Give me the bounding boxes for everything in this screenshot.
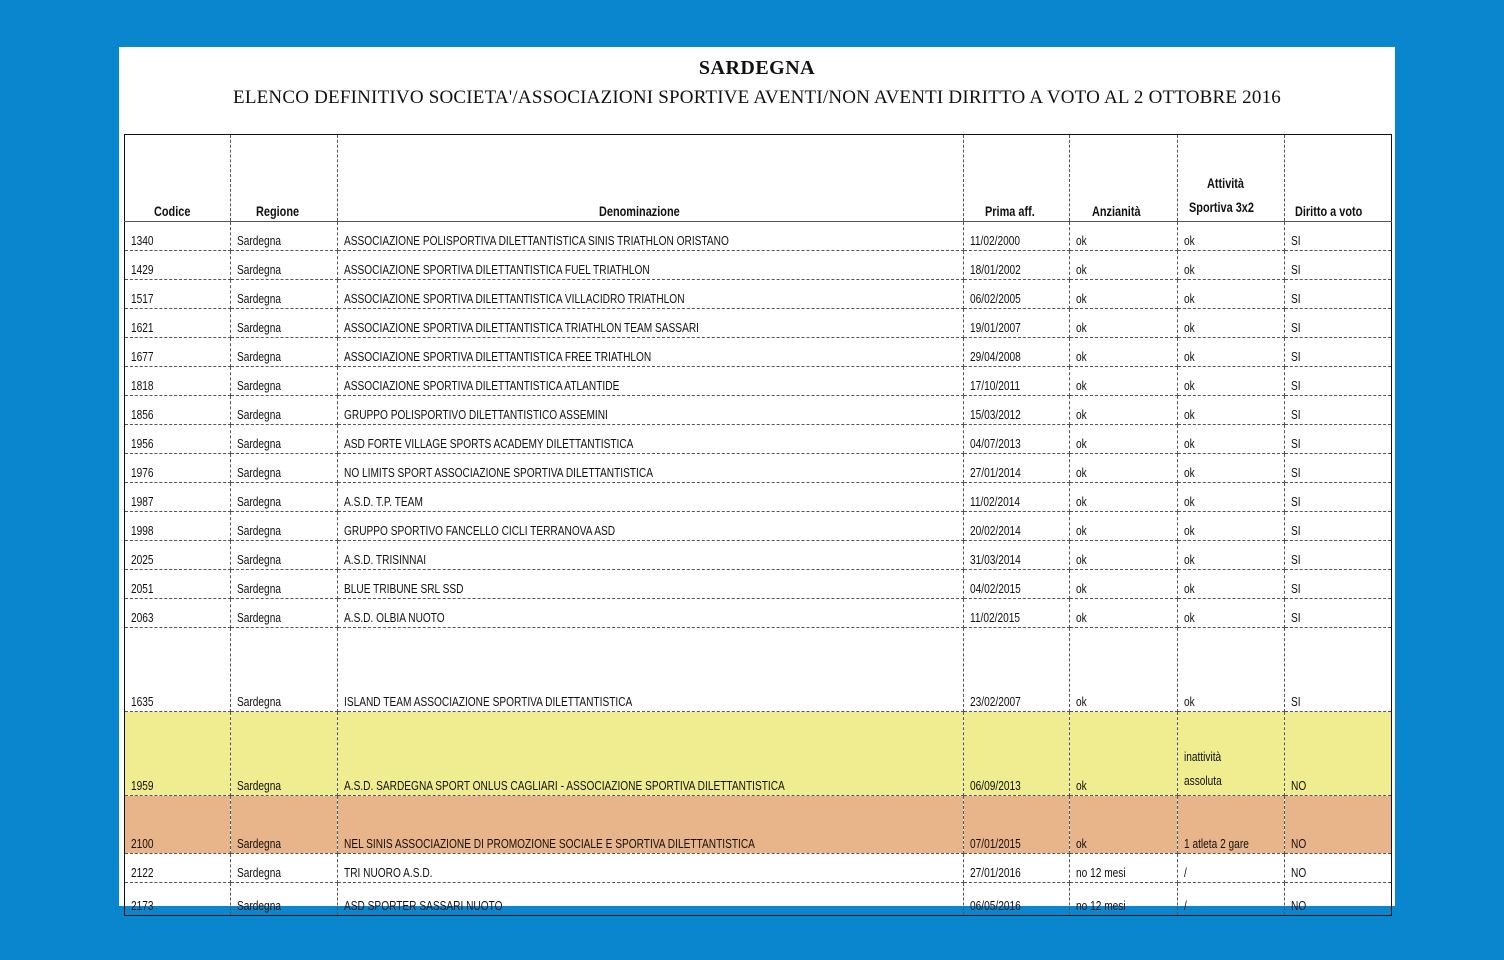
cell-codice: 2173 xyxy=(125,883,231,916)
cell-codice: 1621 xyxy=(125,309,231,338)
cell-denominazione: A.S.D. T.P. TEAM xyxy=(338,483,964,512)
cell-prima-aff: 06/02/2005 xyxy=(964,280,1070,309)
cell-denominazione: ASSOCIAZIONE SPORTIVA DILETTANTISTICA FUEL TRIATHLON xyxy=(338,251,964,280)
cell-anzianita: ok xyxy=(1070,454,1178,483)
cell-prima-aff: 11/02/2015 xyxy=(964,599,1070,628)
cell-codice: 1959 xyxy=(125,712,231,796)
cell-attivita: ok xyxy=(1178,309,1285,338)
cell-regione: Sardegna xyxy=(231,396,338,425)
cell-attivita: ok xyxy=(1178,570,1285,599)
table-row xyxy=(125,280,1392,309)
cell-denominazione: NEL SINIS ASSOCIAZIONE DI PROMOZIONE SOCIALE E SPORTIVA DILETTANTISTICA xyxy=(338,796,964,854)
cell-diritto: NO xyxy=(1285,712,1392,796)
header-attivita: Attività Sportiva 3x2 xyxy=(1178,135,1285,222)
cell-attivita: / xyxy=(1178,883,1285,916)
document-sheet xyxy=(119,47,1395,913)
header-denominazione: Denominazione xyxy=(338,135,964,222)
cell-anzianita: ok xyxy=(1070,570,1178,599)
cell-anzianita: ok xyxy=(1070,280,1178,309)
cell-anzianita: ok xyxy=(1070,425,1178,454)
cell-regione: Sardegna xyxy=(231,512,338,541)
cell-codice: 1429 xyxy=(125,251,231,280)
cell-codice: 1856 xyxy=(125,396,231,425)
table-header-row xyxy=(125,135,1392,222)
cell-codice: 2051 xyxy=(125,570,231,599)
cell-regione: Sardegna xyxy=(231,309,338,338)
cell-anzianita: ok xyxy=(1070,512,1178,541)
cell-regione: Sardegna xyxy=(231,883,338,916)
cell-regione: Sardegna xyxy=(231,483,338,512)
cell-codice: 1956 xyxy=(125,425,231,454)
cell-diritto: SI xyxy=(1285,222,1392,251)
cell-attivita: ok xyxy=(1178,280,1285,309)
cell-regione: Sardegna xyxy=(231,425,338,454)
cell-denominazione: A.S.D. OLBIA NUOTO xyxy=(338,599,964,628)
cell-regione: Sardegna xyxy=(231,796,338,854)
table-row xyxy=(125,222,1392,251)
cell-denominazione: A.S.D. TRISINNAI xyxy=(338,541,964,570)
header-diritto: Diritto a voto xyxy=(1285,135,1392,222)
header-regione: Regione xyxy=(231,135,338,222)
cell-regione: Sardegna xyxy=(231,712,338,796)
cell-prima-aff: 11/02/2014 xyxy=(964,483,1070,512)
cell-diritto: SI xyxy=(1285,280,1392,309)
voting-table xyxy=(124,134,1392,916)
cell-anzianita: ok xyxy=(1070,367,1178,396)
cell-diritto: NO xyxy=(1285,854,1392,883)
table-row xyxy=(125,367,1392,396)
table-row xyxy=(125,309,1392,338)
cell-denominazione: BLUE TRIBUNE SRL SSD xyxy=(338,570,964,599)
cell-diritto: SI xyxy=(1285,541,1392,570)
cell-regione: Sardegna xyxy=(231,599,338,628)
cell-denominazione: NO LIMITS SPORT ASSOCIAZIONE SPORTIVA DILETTANTISTICA xyxy=(338,454,964,483)
cell-prima-aff: 11/02/2000 xyxy=(964,222,1070,251)
cell-regione: Sardegna xyxy=(231,570,338,599)
cell-attivita: ok xyxy=(1178,483,1285,512)
cell-regione: Sardegna xyxy=(231,854,338,883)
table-row xyxy=(125,854,1392,883)
cell-denominazione: A.S.D. SARDEGNA SPORT ONLUS CAGLIARI - ASSOCIAZIONE SPORTIVA DILETTANTISTICA xyxy=(338,712,964,796)
cell-attivita: ok xyxy=(1178,338,1285,367)
table-row xyxy=(125,883,1392,916)
cell-prima-aff: 31/03/2014 xyxy=(964,541,1070,570)
cell-prima-aff: 23/02/2007 xyxy=(964,628,1070,712)
cell-attivita: ok xyxy=(1178,512,1285,541)
table-row xyxy=(125,338,1392,367)
cell-codice: 1987 xyxy=(125,483,231,512)
cell-anzianita: ok xyxy=(1070,712,1178,796)
cell-regione: Sardegna xyxy=(231,338,338,367)
cell-diritto: SI xyxy=(1285,251,1392,280)
cell-denominazione: GRUPPO POLISPORTIVO DILETTANTISTICO ASSEMINI xyxy=(338,396,964,425)
page-subtitle: ELENCO DEFINITIVO SOCIETA'/ASSOCIAZIONI SPORTIVE AVENTI/NON AVENTI DIRITTO A VOTO AL 2 OTTOBRE 2016 xyxy=(233,87,1281,108)
cell-attivita: inattività assoluta xyxy=(1178,712,1285,796)
cell-attivita: ok xyxy=(1178,425,1285,454)
header-anzianita: Anzianità xyxy=(1070,135,1178,222)
cell-codice: 2025 xyxy=(125,541,231,570)
cell-denominazione: ASSOCIAZIONE SPORTIVA DILETTANTISTICA FREE TRIATHLON xyxy=(338,338,964,367)
cell-regione: Sardegna xyxy=(231,222,338,251)
cell-codice: 2100 xyxy=(125,796,231,854)
cell-diritto: SI xyxy=(1285,599,1392,628)
cell-attivita: ok xyxy=(1178,222,1285,251)
cell-prima-aff: 18/01/2002 xyxy=(964,251,1070,280)
cell-denominazione: GRUPPO SPORTIVO FANCELLO CICLI TERRANOVA ASD xyxy=(338,512,964,541)
cell-anzianita: ok xyxy=(1070,796,1178,854)
cell-diritto: SI xyxy=(1285,367,1392,396)
cell-codice: 1340 xyxy=(125,222,231,251)
cell-attivita: ok xyxy=(1178,628,1285,712)
header-codice: Codice xyxy=(125,135,231,222)
cell-codice: 1635 xyxy=(125,628,231,712)
cell-diritto: NO xyxy=(1285,796,1392,854)
cell-attivita: / xyxy=(1178,854,1285,883)
cell-diritto: SI xyxy=(1285,309,1392,338)
cell-diritto: SI xyxy=(1285,425,1392,454)
cell-attivita: ok xyxy=(1178,396,1285,425)
cell-anzianita: ok xyxy=(1070,251,1178,280)
cell-anzianita: ok xyxy=(1070,309,1178,338)
table-row xyxy=(125,251,1392,280)
cell-diritto: SI xyxy=(1285,512,1392,541)
cell-prima-aff: 04/07/2013 xyxy=(964,425,1070,454)
page-title: SARDEGNA xyxy=(698,57,816,79)
cell-denominazione: ASD SPORTER SASSARI NUOTO xyxy=(338,883,964,916)
table-row xyxy=(125,512,1392,541)
table-row xyxy=(125,628,1392,712)
cell-diritto: SI xyxy=(1285,570,1392,599)
cell-anzianita: ok xyxy=(1070,628,1178,712)
cell-anzianita: no 12 mesi xyxy=(1070,854,1178,883)
cell-anzianita: ok xyxy=(1070,222,1178,251)
cell-codice: 1976 xyxy=(125,454,231,483)
cell-prima-aff: 06/05/2016 xyxy=(964,883,1070,916)
cell-prima-aff: 07/01/2015 xyxy=(964,796,1070,854)
cell-anzianita: ok xyxy=(1070,541,1178,570)
cell-prima-aff: 27/01/2016 xyxy=(964,854,1070,883)
cell-attivita: 1 atleta 2 gare xyxy=(1178,796,1285,854)
cell-regione: Sardegna xyxy=(231,251,338,280)
cell-diritto: SI xyxy=(1285,454,1392,483)
cell-anzianita: ok xyxy=(1070,338,1178,367)
cell-attivita: ok xyxy=(1178,454,1285,483)
cell-denominazione: TRI NUORO A.S.D. xyxy=(338,854,964,883)
cell-denominazione: ASSOCIAZIONE POLISPORTIVA DILETTANTISTICA SINIS TRIATHLON ORISTANO xyxy=(338,222,964,251)
cell-attivita: ok xyxy=(1178,599,1285,628)
cell-attivita: ok xyxy=(1178,367,1285,396)
cell-denominazione: ASSOCIAZIONE SPORTIVA DILETTANTISTICA ATLANTIDE xyxy=(338,367,964,396)
cell-diritto: SI xyxy=(1285,338,1392,367)
table-row xyxy=(125,483,1392,512)
voting-table-container xyxy=(124,134,1391,916)
table-row xyxy=(125,425,1392,454)
cell-diritto: NO xyxy=(1285,883,1392,916)
table-row xyxy=(125,454,1392,483)
cell-denominazione: ASSOCIAZIONE SPORTIVA DILETTANTISTICA TRIATHLON TEAM SASSARI xyxy=(338,309,964,338)
cell-regione: Sardegna xyxy=(231,454,338,483)
table-row xyxy=(125,599,1392,628)
cell-prima-aff: 04/02/2015 xyxy=(964,570,1070,599)
cell-regione: Sardegna xyxy=(231,280,338,309)
cell-codice: 2063 xyxy=(125,599,231,628)
cell-regione: Sardegna xyxy=(231,367,338,396)
cell-prima-aff: 06/09/2013 xyxy=(964,712,1070,796)
cell-prima-aff: 20/02/2014 xyxy=(964,512,1070,541)
cell-codice: 1677 xyxy=(125,338,231,367)
table-row xyxy=(125,396,1392,425)
cell-attivita: ok xyxy=(1178,251,1285,280)
cell-denominazione: ASSOCIAZIONE SPORTIVA DILETTANTISTICA VILLACIDRO TRIATHLON xyxy=(338,280,964,309)
header-prima-aff: Prima aff. xyxy=(964,135,1070,222)
table-row-highlighted xyxy=(125,712,1392,796)
cell-diritto: SI xyxy=(1285,483,1392,512)
table-row xyxy=(125,541,1392,570)
cell-regione: Sardegna xyxy=(231,628,338,712)
cell-prima-aff: 17/10/2011 xyxy=(964,367,1070,396)
cell-denominazione: ASD FORTE VILLAGE SPORTS ACADEMY DILETTANTISTICA xyxy=(338,425,964,454)
cell-anzianita: ok xyxy=(1070,483,1178,512)
cell-diritto: SI xyxy=(1285,396,1392,425)
table-row-highlighted xyxy=(125,796,1392,854)
table-row xyxy=(125,570,1392,599)
cell-anzianita: ok xyxy=(1070,599,1178,628)
cell-denominazione: ISLAND TEAM ASSOCIAZIONE SPORTIVA DILETTANTISTICA xyxy=(338,628,964,712)
cell-prima-aff: 29/04/2008 xyxy=(964,338,1070,367)
cell-prima-aff: 15/03/2012 xyxy=(964,396,1070,425)
cell-anzianita: no 12 mesi xyxy=(1070,883,1178,916)
cell-diritto: SI xyxy=(1285,628,1392,712)
cell-prima-aff: 19/01/2007 xyxy=(964,309,1070,338)
cell-codice: 1517 xyxy=(125,280,231,309)
cell-codice: 2122 xyxy=(125,854,231,883)
cell-codice: 1998 xyxy=(125,512,231,541)
cell-attivita: ok xyxy=(1178,541,1285,570)
cell-codice: 1818 xyxy=(125,367,231,396)
cell-prima-aff: 27/01/2014 xyxy=(964,454,1070,483)
cell-anzianita: ok xyxy=(1070,396,1178,425)
cell-regione: Sardegna xyxy=(231,541,338,570)
